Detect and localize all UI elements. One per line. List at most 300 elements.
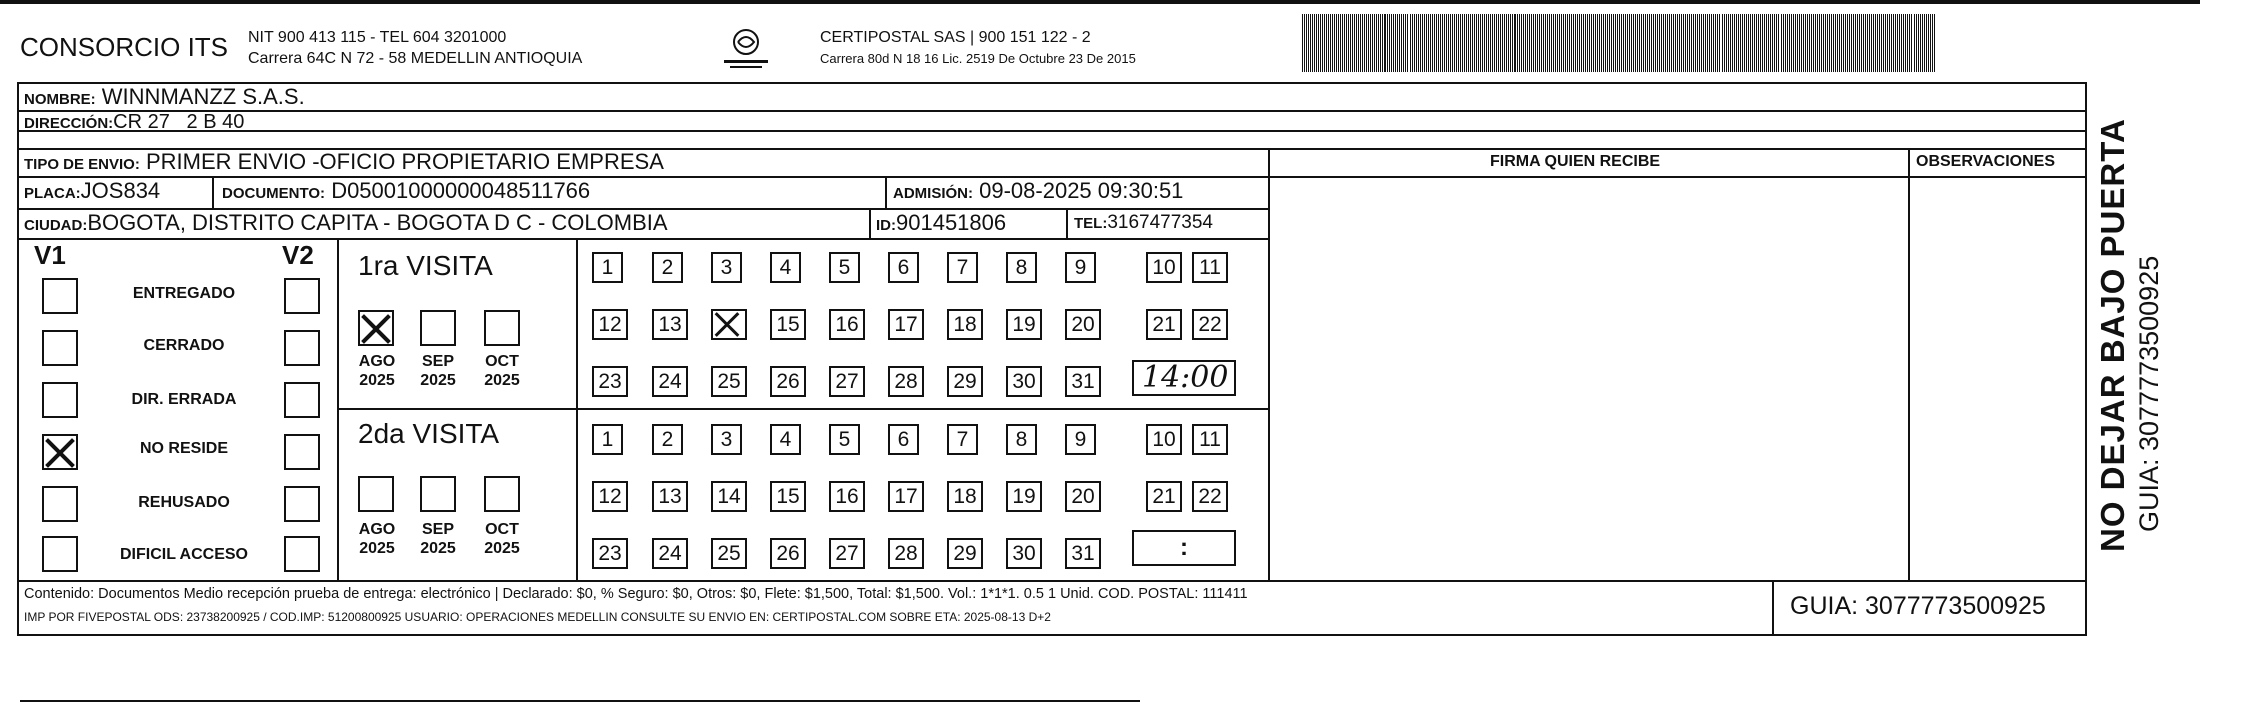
barcode-bar: [1815, 14, 1816, 72]
visit1-day-12[interactable]: 12: [592, 309, 628, 340]
barcode-bar: [1332, 14, 1333, 72]
barcode-bar: [1719, 14, 1720, 72]
barcode-bar: [1754, 14, 1755, 72]
barcode-bar: [1322, 14, 1323, 72]
barcode-bar: [1366, 14, 1367, 72]
v1-checkbox-dificil-acceso[interactable]: [42, 536, 78, 572]
visit1-day-13[interactable]: 13: [652, 309, 688, 340]
visit1-day-11[interactable]: 11: [1192, 252, 1228, 283]
barcode-bar: [1603, 14, 1604, 72]
barcode-bar: [1434, 14, 1435, 72]
barcode-bar: [1651, 14, 1652, 72]
barcode-bar: [1623, 14, 1624, 72]
visit1-day-31[interactable]: 31: [1065, 366, 1101, 397]
id-row: ID:901451806: [876, 210, 1007, 235]
barcode-bar: [1462, 14, 1463, 72]
barcode-bar: [1907, 14, 1908, 72]
barcode-bar: [1448, 14, 1449, 72]
barcode-bar: [1527, 14, 1528, 72]
barcode-bar: [1474, 14, 1475, 72]
address-line: Carrera 64C N 72 - 58 MEDELLIN ANTIOQUIA: [248, 50, 583, 67]
barcode-bar: [1531, 14, 1532, 72]
barcode-bar: [1841, 14, 1842, 72]
v1-checkbox-no-reside[interactable]: [42, 434, 78, 470]
barcode-bar: [1583, 14, 1584, 72]
barcode-bar: [1885, 14, 1886, 72]
barcode-bar: [1508, 14, 1509, 72]
barcode-bar: [1899, 14, 1900, 72]
barcode-bar: [1362, 14, 1363, 72]
status-label-rehusado: REHUSADO: [138, 494, 230, 511]
barcode-bar: [1442, 14, 1443, 72]
barcode-bar: [1430, 14, 1431, 72]
barcode-bar: [1659, 14, 1660, 72]
bottom-cut-line: [20, 700, 1140, 702]
barcode-bar: [1621, 14, 1622, 72]
barcode-bar: [1340, 14, 1341, 72]
barcode-bar: [1778, 14, 1779, 72]
barcode-bar: [1877, 14, 1878, 72]
visit2-day-24[interactable]: 24: [652, 538, 688, 569]
visit2-month-oct-checkbox[interactable]: [484, 476, 520, 512]
barcode-bar: [1356, 14, 1357, 72]
visit1-day-22[interactable]: 22: [1192, 309, 1228, 340]
barcode-bar: [1669, 14, 1670, 72]
visit1-day-2[interactable]: 2: [652, 252, 683, 283]
barcode-bar: [1403, 14, 1404, 72]
visit1-month-ago: AGO 2025: [358, 353, 396, 389]
visit1-day-25[interactable]: 25: [711, 366, 747, 397]
barcode-bar: [1344, 14, 1345, 72]
barcode-bar: [1867, 14, 1868, 72]
barcode-bar: [1770, 14, 1771, 72]
barcode-bar: [1865, 14, 1866, 72]
barcode-bar: [1316, 14, 1317, 72]
visit2-day-19[interactable]: 19: [1006, 481, 1042, 512]
company-name: CONSORCIO ITS: [20, 32, 229, 62]
barcode-bar: [1510, 14, 1511, 72]
v2-checkbox-no-reside[interactable]: [284, 434, 320, 470]
visit1-month-sep: SEP 2025: [420, 353, 456, 389]
footer-print-line: IMP POR FIVEPOSTAL ODS: 23738200925 / COD.IMP: 51200800925 USUARIO: OPERACIONES MEDELLIN CONSULTE SU ENVIO EN: CERTIPOSTAL.COM SOBRE ETA: 2025-08-13 D+2: [24, 610, 1051, 624]
visit2-day-22[interactable]: 22: [1192, 481, 1228, 512]
barcode-bar: [1734, 14, 1735, 72]
barcode-bar: [1785, 14, 1786, 72]
documento-row: DOCUMENTO: D05001000000048511766: [222, 178, 591, 203]
barcode-bar: [1424, 14, 1425, 72]
barcode-bar: [1750, 14, 1751, 72]
barcode-bar: [1764, 14, 1765, 72]
barcode-bar: [1835, 14, 1836, 72]
barcode-bar: [1748, 14, 1749, 72]
visit1-day-15[interactable]: 15: [770, 309, 806, 340]
barcode-bar: [1679, 14, 1680, 72]
barcode-bar: [1454, 14, 1455, 72]
barcode-bar: [1328, 14, 1329, 72]
barcode-bar: [1581, 14, 1582, 72]
visit1-day-16[interactable]: 16: [829, 309, 865, 340]
barcode-bar: [1657, 14, 1658, 72]
visit1-day-20[interactable]: 20: [1065, 309, 1101, 340]
barcode-bar: [1736, 14, 1737, 72]
barcode-bar: [1587, 14, 1588, 72]
visit1-day-28[interactable]: 28: [888, 366, 924, 397]
barcode-bar: [1432, 14, 1433, 72]
visit1-day-7[interactable]: 7: [947, 252, 978, 283]
visit1-day-6[interactable]: 6: [888, 252, 919, 283]
barcode-bar: [1611, 14, 1612, 72]
barcode-bar: [1310, 14, 1311, 72]
barcode-bar: [1645, 14, 1646, 72]
barcode-bar: [1468, 14, 1469, 72]
barcode-bar: [1458, 14, 1459, 72]
barcode-bar: [1793, 14, 1794, 72]
barcode-bar: [1887, 14, 1888, 72]
barcode-bar: [1797, 14, 1798, 72]
visit1-day-5[interactable]: 5: [829, 252, 860, 283]
barcode-bar: [1869, 14, 1870, 72]
visit2-day-3[interactable]: 3: [711, 424, 742, 455]
barcode-bar: [1535, 14, 1536, 72]
visit2-month-oct: OCT 2025: [484, 521, 520, 557]
barcode-bar: [1555, 14, 1556, 72]
visit2-day-7[interactable]: 7: [947, 424, 978, 455]
barcode-bar: [1932, 14, 1933, 72]
v2-checkbox-entregado[interactable]: [284, 278, 320, 314]
visit2-day-17[interactable]: 17: [888, 481, 924, 512]
barcode-bar: [1871, 14, 1872, 72]
visit2-month-ago: AGO 2025: [358, 521, 396, 557]
ciudad-row: CIUDAD:BOGOTA, DISTRITO CAPITA - BOGOTA D C - COLOMBIA: [24, 210, 668, 235]
visit1-day-18[interactable]: 18: [947, 309, 983, 340]
v2-checkbox-dificil-acceso[interactable]: [284, 536, 320, 572]
barcode-bar: [1543, 14, 1544, 72]
certipostal-logo: [716, 26, 776, 74]
barcode-bar: [1744, 14, 1745, 72]
visit1-month-sep-checkbox[interactable]: [420, 310, 456, 346]
v2-checkbox-cerrado[interactable]: [284, 330, 320, 366]
barcode-bar: [1687, 14, 1688, 72]
barcode-bar: [1393, 14, 1394, 72]
barcode-bar: [1521, 14, 1522, 72]
barcode-bar: [1795, 14, 1796, 72]
barcode-bar: [1905, 14, 1906, 72]
visit2-day-21[interactable]: 21: [1146, 481, 1182, 512]
barcode-bar: [1639, 14, 1640, 72]
barcode-bar: [1374, 14, 1375, 72]
visit2-month-sep-checkbox[interactable]: [420, 476, 456, 512]
barcode-bar: [1697, 14, 1698, 72]
barcode-bar: [1426, 14, 1427, 72]
barcode-bar: [1418, 14, 1419, 72]
barcode-bar: [1827, 14, 1828, 72]
barcode-bar: [1500, 14, 1501, 72]
barcode-bar: [1681, 14, 1682, 72]
visit2-day-23[interactable]: 23: [592, 538, 628, 569]
observaciones-label: OBSERVACIONES: [1916, 153, 2055, 170]
visit1-day-19[interactable]: 19: [1006, 309, 1042, 340]
barcode-bar: [1348, 14, 1349, 72]
v1-checkbox-entregado[interactable]: [42, 278, 78, 314]
barcode-bar: [1922, 14, 1923, 72]
barcode-bar: [1579, 14, 1580, 72]
visit1-day-30[interactable]: 30: [1006, 366, 1042, 397]
visit2-day-16[interactable]: 16: [829, 481, 865, 512]
barcode-bar: [1591, 14, 1592, 72]
barcode-bar: [1839, 14, 1840, 72]
barcode-bar: [1482, 14, 1483, 72]
barcode-bar: [1911, 14, 1912, 72]
barcode-bar: [1502, 14, 1503, 72]
placa-value: JOS834: [80, 178, 161, 203]
barcode-bar: [1557, 14, 1558, 72]
tel-row: TEL:3167477354: [1074, 212, 1213, 233]
barcode-bar: [1387, 14, 1388, 72]
barcode-bar: [1829, 14, 1830, 72]
barcode-bar: [1593, 14, 1594, 72]
visit2-day-6[interactable]: 6: [888, 424, 919, 455]
license-line: Carrera 80d N 18 16 Lic. 2519 De Octubre 23 De 2015: [820, 51, 1136, 66]
barcode-bar: [1585, 14, 1586, 72]
barcode-bar: [1571, 14, 1572, 72]
barcode-bar: [1663, 14, 1664, 72]
barcode-bar: [1861, 14, 1862, 72]
v1-checkbox-cerrado[interactable]: [42, 330, 78, 366]
barcode-bar: [1397, 14, 1398, 72]
barcode-bar: [1859, 14, 1860, 72]
barcode-bar: [1843, 14, 1844, 72]
barcode-bar: [1342, 14, 1343, 72]
barcode-bar: [1405, 14, 1406, 72]
barcode-bar: [1549, 14, 1550, 72]
barcode-bar: [1760, 14, 1761, 72]
visit2-day-25[interactable]: 25: [711, 538, 747, 569]
visit2-day-31[interactable]: 31: [1065, 538, 1101, 569]
barcode-bar: [1336, 14, 1337, 72]
ciudad-value: BOGOTA, DISTRITO CAPITA - BOGOTA D C - COLOMBIA: [87, 210, 668, 235]
barcode-bar: [1857, 14, 1858, 72]
barcode-bar: [1809, 14, 1810, 72]
visit2-day-13[interactable]: 13: [652, 481, 688, 512]
barcode-bar: [1470, 14, 1471, 72]
barcode-bar: [1533, 14, 1534, 72]
barcode-bar: [1529, 14, 1530, 72]
barcode-bar: [1601, 14, 1602, 72]
barcode-bar: [1934, 14, 1935, 72]
v2-checkbox-dir-errada[interactable]: [284, 382, 320, 418]
visit1-day-29[interactable]: 29: [947, 366, 983, 397]
barcode-bar: [1629, 14, 1630, 72]
barcode-bar: [1597, 14, 1598, 72]
barcode-bar: [1436, 14, 1437, 72]
barcode-bar: [1655, 14, 1656, 72]
barcode-bar: [1875, 14, 1876, 72]
footer-content-line: Contenido: Documentos Medio recepción prueba de entrega: electrónico | Declarado: $0, % Seguro: $0, Otros: $0, Flete: $1,500, Total: $1,500. Vol.: 1*1*1. 0.5 1 Unid. COD. POSTAL: 111411: [24, 586, 1248, 602]
status-label-entregado: ENTREGADO: [132, 285, 236, 302]
visit2-day-29[interactable]: 29: [947, 538, 983, 569]
visit2-title: 2da VISITA: [358, 418, 500, 449]
visit2-day-1[interactable]: 1: [592, 424, 623, 455]
visit2-month-ago-checkbox[interactable]: [358, 476, 394, 512]
visit1-day-26[interactable]: 26: [770, 366, 806, 397]
barcode-bar: [1717, 14, 1718, 72]
barcode-bar: [1517, 14, 1518, 72]
barcode-bar: [1617, 14, 1618, 72]
barcode-bar: [1722, 14, 1723, 72]
barcode-bar: [1916, 14, 1917, 72]
barcode-bar: [1422, 14, 1423, 72]
barcode-bar: [1807, 14, 1808, 72]
barcode-bar: [1450, 14, 1451, 72]
visit1-time-box[interactable]: [1132, 360, 1236, 396]
barcode-bar: [1416, 14, 1417, 72]
barcode-bar: [1709, 14, 1710, 72]
barcode-bar: [1811, 14, 1812, 72]
visit2-day-18[interactable]: 18: [947, 481, 983, 512]
visit2-day-27[interactable]: 27: [829, 538, 865, 569]
visit2-day-2[interactable]: 2: [652, 424, 683, 455]
v1-checkbox-rehusado[interactable]: [42, 486, 78, 522]
barcode-bar: [1514, 14, 1516, 72]
barcode-bar: [1849, 14, 1850, 72]
visit2-day-5[interactable]: 5: [829, 424, 860, 455]
barcode-bar: [1446, 14, 1447, 72]
visit2-day-12[interactable]: 12: [592, 481, 628, 512]
visit1-day-8[interactable]: 8: [1006, 252, 1037, 283]
visit2-day-15[interactable]: 15: [770, 481, 806, 512]
barcode-bar: [1837, 14, 1838, 72]
nit-line: NIT 900 413 115 - TEL 604 3201000: [248, 29, 507, 46]
certipostal-line: CERTIPOSTAL SAS | 900 151 122 - 2: [820, 29, 1091, 46]
barcode-bar: [1627, 14, 1628, 72]
barcode-bar: [1370, 14, 1371, 72]
visit1-month-oct-checkbox[interactable]: [484, 310, 520, 346]
barcode-bar: [1559, 14, 1560, 72]
barcode-bar: [1312, 14, 1313, 72]
visit2-day-26[interactable]: 26: [770, 538, 806, 569]
barcode-bar: [1456, 14, 1457, 72]
barcode-bar: [1380, 14, 1381, 72]
visit2-day-20[interactable]: 20: [1065, 481, 1101, 512]
v2-checkbox-rehusado[interactable]: [284, 486, 320, 522]
visit2-day-14[interactable]: 14: [711, 481, 747, 512]
visit2-day-28[interactable]: 28: [888, 538, 924, 569]
visit1-day-9[interactable]: 9: [1065, 252, 1096, 283]
visit1-time-handwritten: 14:00: [1142, 360, 1229, 395]
barcode-bar: [1506, 14, 1507, 72]
visit1-day-14[interactable]: [711, 309, 747, 340]
barcode-bar: [1819, 14, 1820, 72]
barcode-bar: [1541, 14, 1542, 72]
barcode-bar: [1573, 14, 1574, 72]
barcode-bar: [1801, 14, 1802, 72]
barcode-bar: [1695, 14, 1696, 72]
barcode-bar: [1909, 14, 1910, 72]
barcode-bar: [1480, 14, 1481, 72]
barcode-bar: [1488, 14, 1489, 72]
barcode-bar: [1525, 14, 1526, 72]
barcode-bar: [1920, 14, 1921, 72]
visit2-day-4[interactable]: 4: [770, 424, 801, 455]
visit2-day-9[interactable]: 9: [1065, 424, 1096, 455]
visit1-day-23[interactable]: 23: [592, 366, 628, 397]
barcode-bar: [1368, 14, 1369, 72]
status-label-dificil-acceso: DIFICIL ACCESO: [119, 546, 248, 563]
visit2-day-11[interactable]: 11: [1192, 424, 1228, 455]
barcode-bar: [1539, 14, 1540, 72]
barcode-bar: [1711, 14, 1712, 72]
barcode-bar: [1855, 14, 1856, 72]
barcode-bar: [1851, 14, 1852, 72]
barcode-bar: [1607, 14, 1608, 72]
barcode-bar: [1565, 14, 1566, 72]
side-guia: GUIA: 3077773500925: [2134, 255, 2164, 532]
side-text: [2094, 92, 2184, 552]
visit2-time-box[interactable]: [1132, 530, 1236, 566]
barcode-bar: [1438, 14, 1439, 72]
barcode-bar: [1787, 14, 1788, 72]
barcode-bar: [1466, 14, 1467, 72]
barcode-bar: [1547, 14, 1548, 72]
visit1-day-4[interactable]: 4: [770, 252, 801, 283]
barcode-bar: [1354, 14, 1355, 72]
barcode-bar: [1705, 14, 1706, 72]
barcode-bar: [1360, 14, 1361, 72]
v1-checkbox-dir-errada[interactable]: [42, 382, 78, 418]
visit1-day-21[interactable]: 21: [1146, 309, 1182, 340]
id-value: 901451806: [896, 210, 1007, 235]
barcode-bar: [1346, 14, 1347, 72]
status-label-dir-errada: DIR. ERRADA: [131, 391, 237, 408]
barcode-bar: [1382, 14, 1383, 72]
visit1-day-3[interactable]: 3: [711, 252, 742, 283]
barcode-bar: [1926, 14, 1927, 72]
barcode-bar: [1699, 14, 1700, 72]
direccion-row: DIRECCIÓN:CR 27 2 B 40: [24, 111, 245, 133]
visit1-day-10[interactable]: 10: [1146, 252, 1182, 283]
barcode-bar: [1472, 14, 1473, 72]
barcode-bar: [1895, 14, 1896, 72]
barcode-bar: [1924, 14, 1925, 72]
barcode-bar: [1407, 14, 1408, 72]
barcode-bar: [1384, 14, 1386, 72]
barcode-bar: [1389, 14, 1390, 72]
barcode-bar: [1883, 14, 1884, 72]
barcode-bar: [1460, 14, 1461, 72]
barcode-bar: [1326, 14, 1327, 72]
barcode-bar: [1724, 14, 1725, 72]
visit1-day-1[interactable]: 1: [592, 252, 623, 283]
barcode-bar: [1452, 14, 1453, 72]
barcode-bar: [1350, 14, 1351, 72]
direccion-value: CR 27 2 B 40: [113, 111, 245, 133]
barcode-bar: [1673, 14, 1674, 72]
footer-guia: GUIA: 3077773500925: [1790, 592, 2046, 620]
barcode-bar: [1553, 14, 1554, 72]
top-border: [0, 0, 2200, 4]
barcode-bar: [1776, 14, 1777, 72]
visit1-day-27[interactable]: 27: [829, 366, 865, 397]
visit1-day-24[interactable]: 24: [652, 366, 688, 397]
visit2-day-10[interactable]: 10: [1146, 424, 1182, 455]
barcode-bar: [1494, 14, 1495, 72]
barcode-bar: [1783, 14, 1784, 72]
visit2-day-30[interactable]: 30: [1006, 538, 1042, 569]
barcode-bar: [1863, 14, 1864, 72]
visit2-day-8[interactable]: 8: [1006, 424, 1037, 455]
visit1-month-ago-checkbox[interactable]: [358, 310, 394, 346]
visit1-day-17[interactable]: 17: [888, 309, 924, 340]
